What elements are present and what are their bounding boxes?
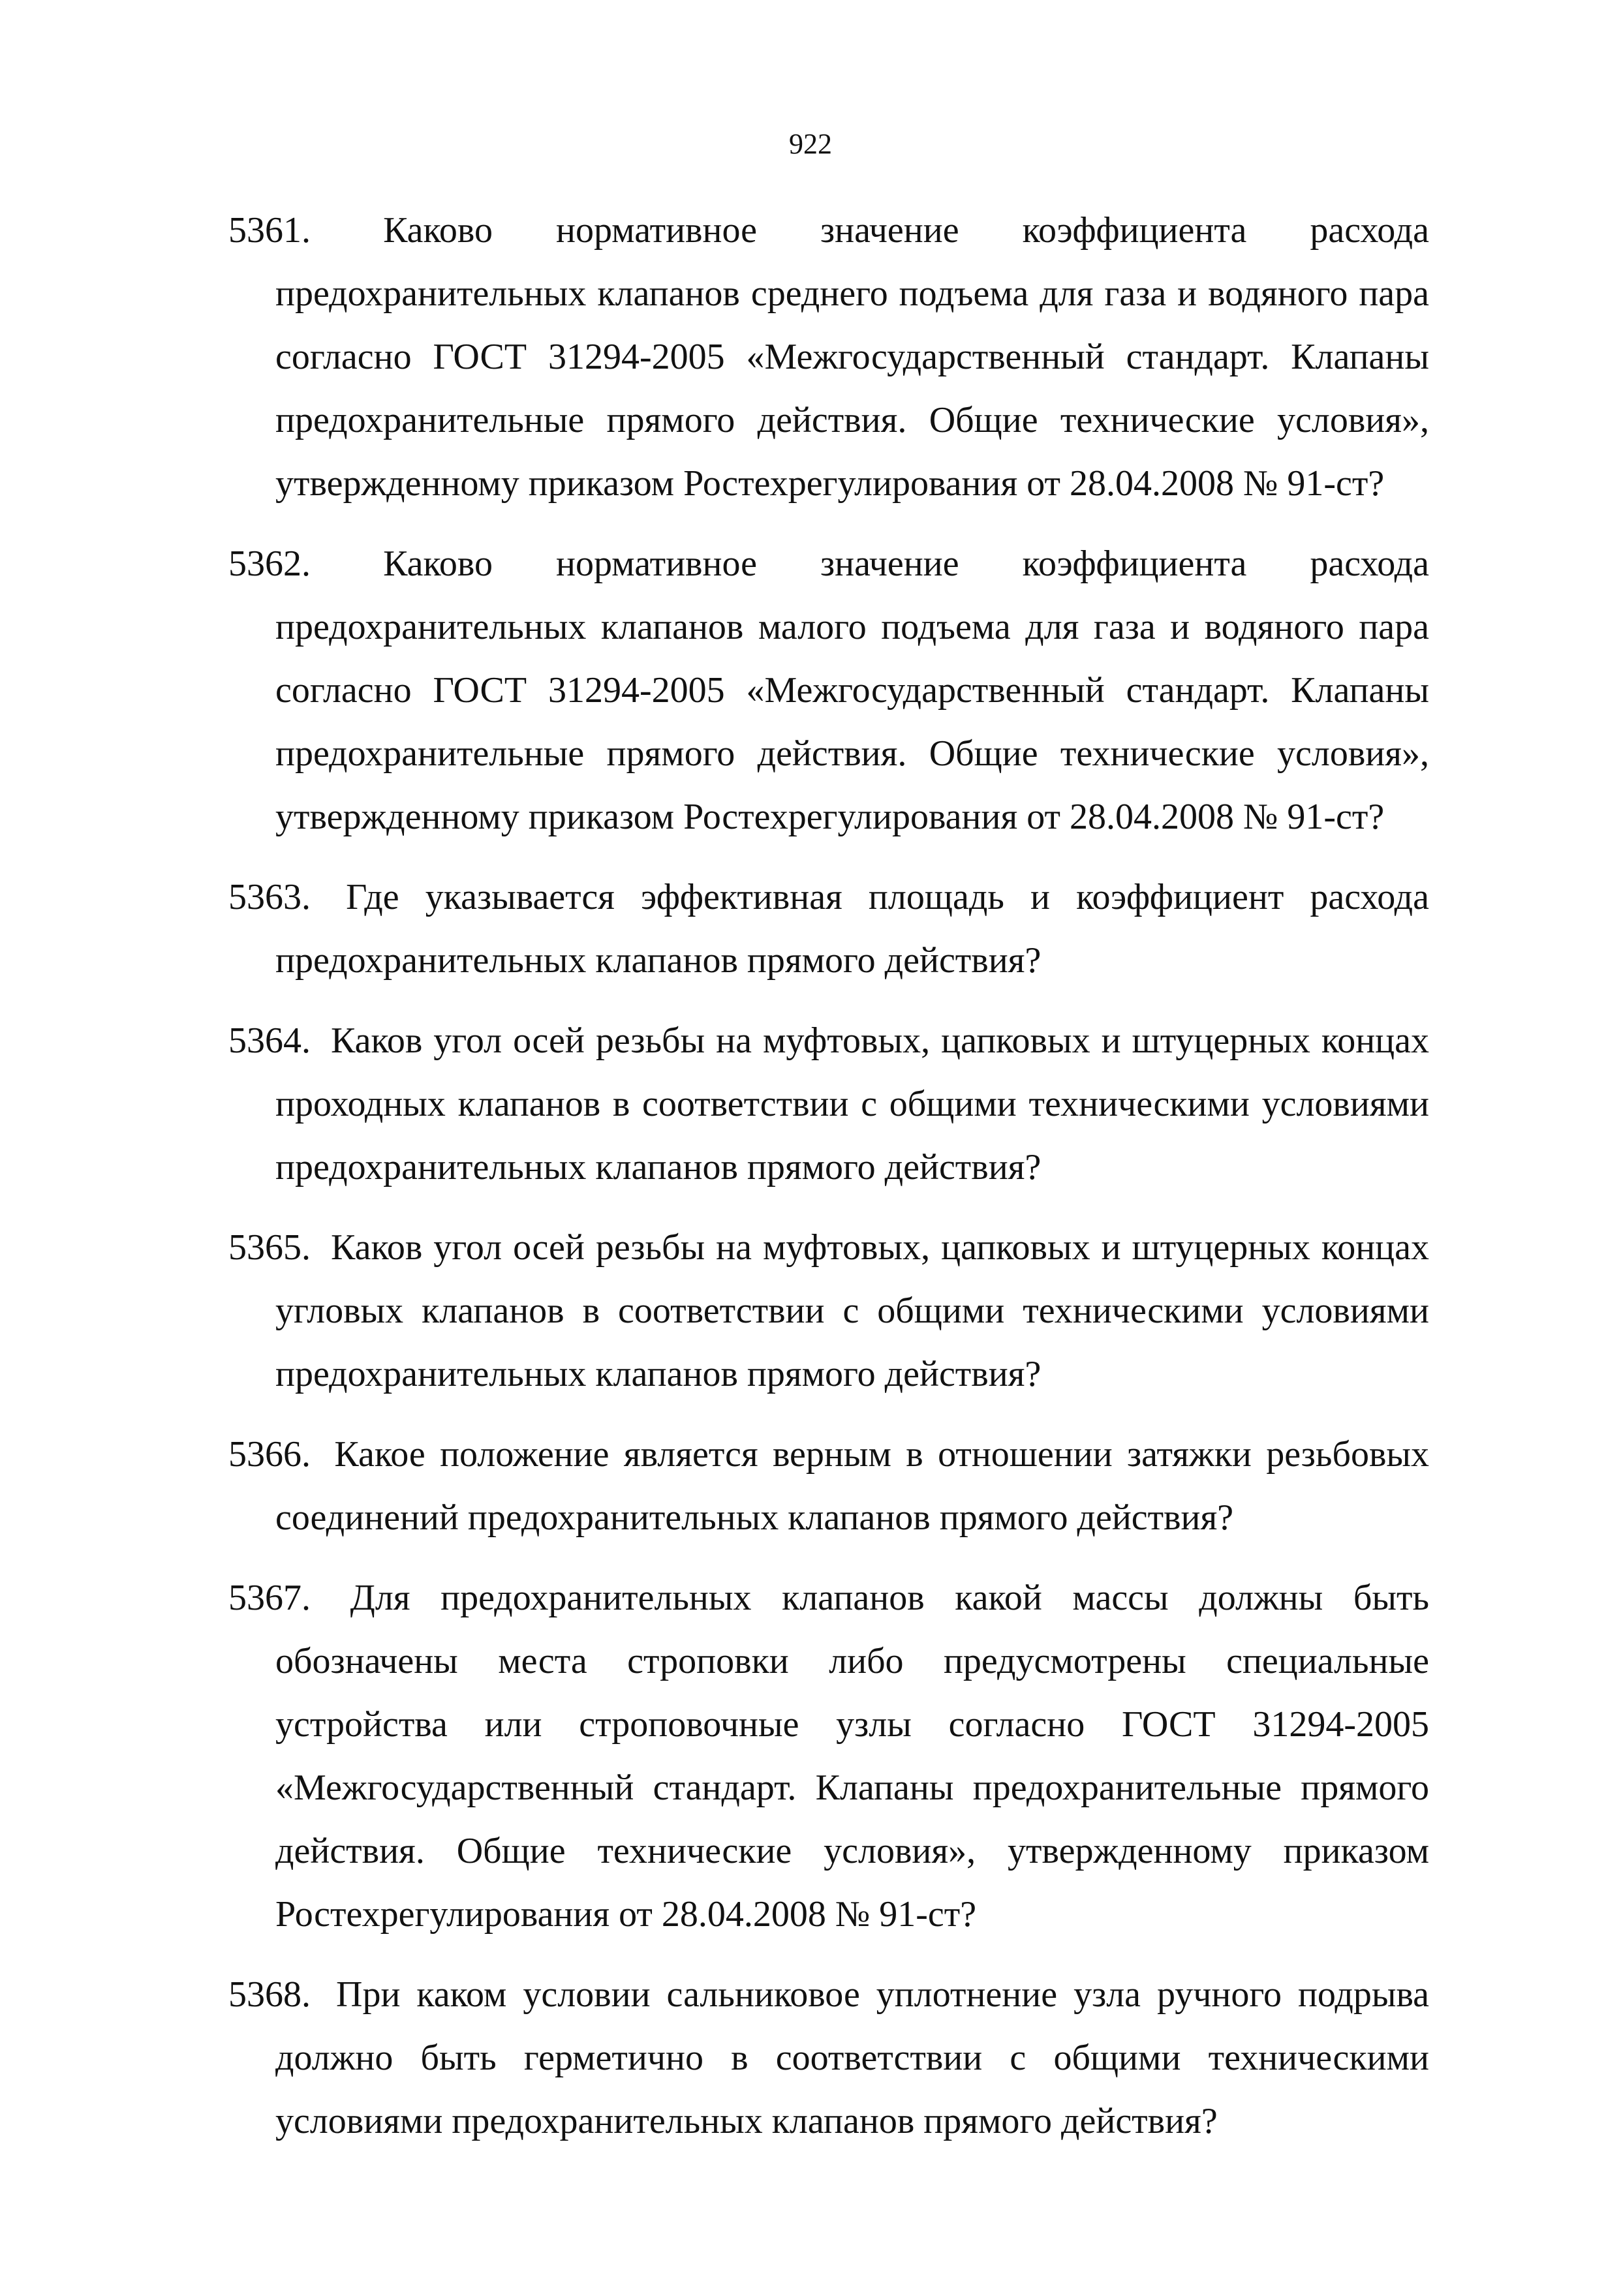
question-item (228, 1423, 1429, 1550)
question-number: 5362. (228, 543, 311, 584)
question-list (228, 199, 1429, 2170)
question-item (228, 1963, 1429, 2153)
question-item (228, 866, 1429, 992)
question-number: 5366. (228, 1434, 311, 1475)
question-item (228, 199, 1429, 515)
question-text: Каков угол осей резьбы на муфтовых, цапковых и штуцерных концах угловых клапанов в соответствии с общими техническими условиями предохранительных клапанов прямого действия? (275, 1227, 1430, 1394)
question-number: 5361. (228, 210, 311, 251)
question-text: Каков угол осей резьбы на муфтовых, цапковых и штуцерных концах проходных клапанов в соответствии с общими техническими условиями предохранительных клапанов прямого действия? (275, 1020, 1430, 1187)
question-number: 5365. (228, 1227, 311, 1268)
question-text: Какое положение является верным в отношении затяжки резьбовых соединений предохранительных клапанов прямого действия? (275, 1434, 1430, 1538)
question-text: При каком условии сальниковое уплотнение узла ручного подрыва должно быть герметично в соответствии с общими техническими условиями предохранительных клапанов прямого действия? (275, 1974, 1429, 2141)
question-item (228, 1009, 1429, 1199)
page-number: 922 (789, 128, 832, 160)
question-text: Каково нормативное значение коэффициента расхода предохранительных клапанов среднего подъема для газа и водяного пара согласно ГОСТ 31294-2005 «Межгосударственный стандарт. Клапаны предохранительные прямого действия. Общие технические условия», утвержденному приказом Ростехрегулирования от 28.04.2008 № 91-ст? (275, 210, 1429, 504)
question-item (228, 1216, 1429, 1406)
question-item (228, 1567, 1429, 1946)
question-number: 5368. (228, 1974, 311, 2015)
question-number: 5367. (228, 1578, 311, 1618)
question-number: 5363. (228, 877, 311, 917)
question-item (228, 532, 1429, 849)
question-number: 5364. (228, 1020, 311, 1061)
question-text: Каково нормативное значение коэффициента расхода предохранительных клапанов малого подъема для газа и водяного пара согласно ГОСТ 31294-2005 «Межгосударственный стандарт. Клапаны предохранительные прямого действия. Общие технические условия», утвержденному приказом Ростехрегулирования от 28.04.2008 № 91-ст? (275, 543, 1429, 837)
question-text: Где указывается эффективная площадь и коэффициент расхода предохранительных клапанов прямого действия? (275, 877, 1430, 981)
question-text: Для предохранительных клапанов какой массы должны быть обозначены места строповки либо предусмотрены специальные устройства или строповочные узлы согласно ГОСТ 31294-2005 «Межгосударственный стандарт. Клапаны предохранительные прямого действия. Общие технические условия», утвержденному приказом Ростехрегулирования от 28.04.2008 № 91-ст? (275, 1578, 1430, 1935)
